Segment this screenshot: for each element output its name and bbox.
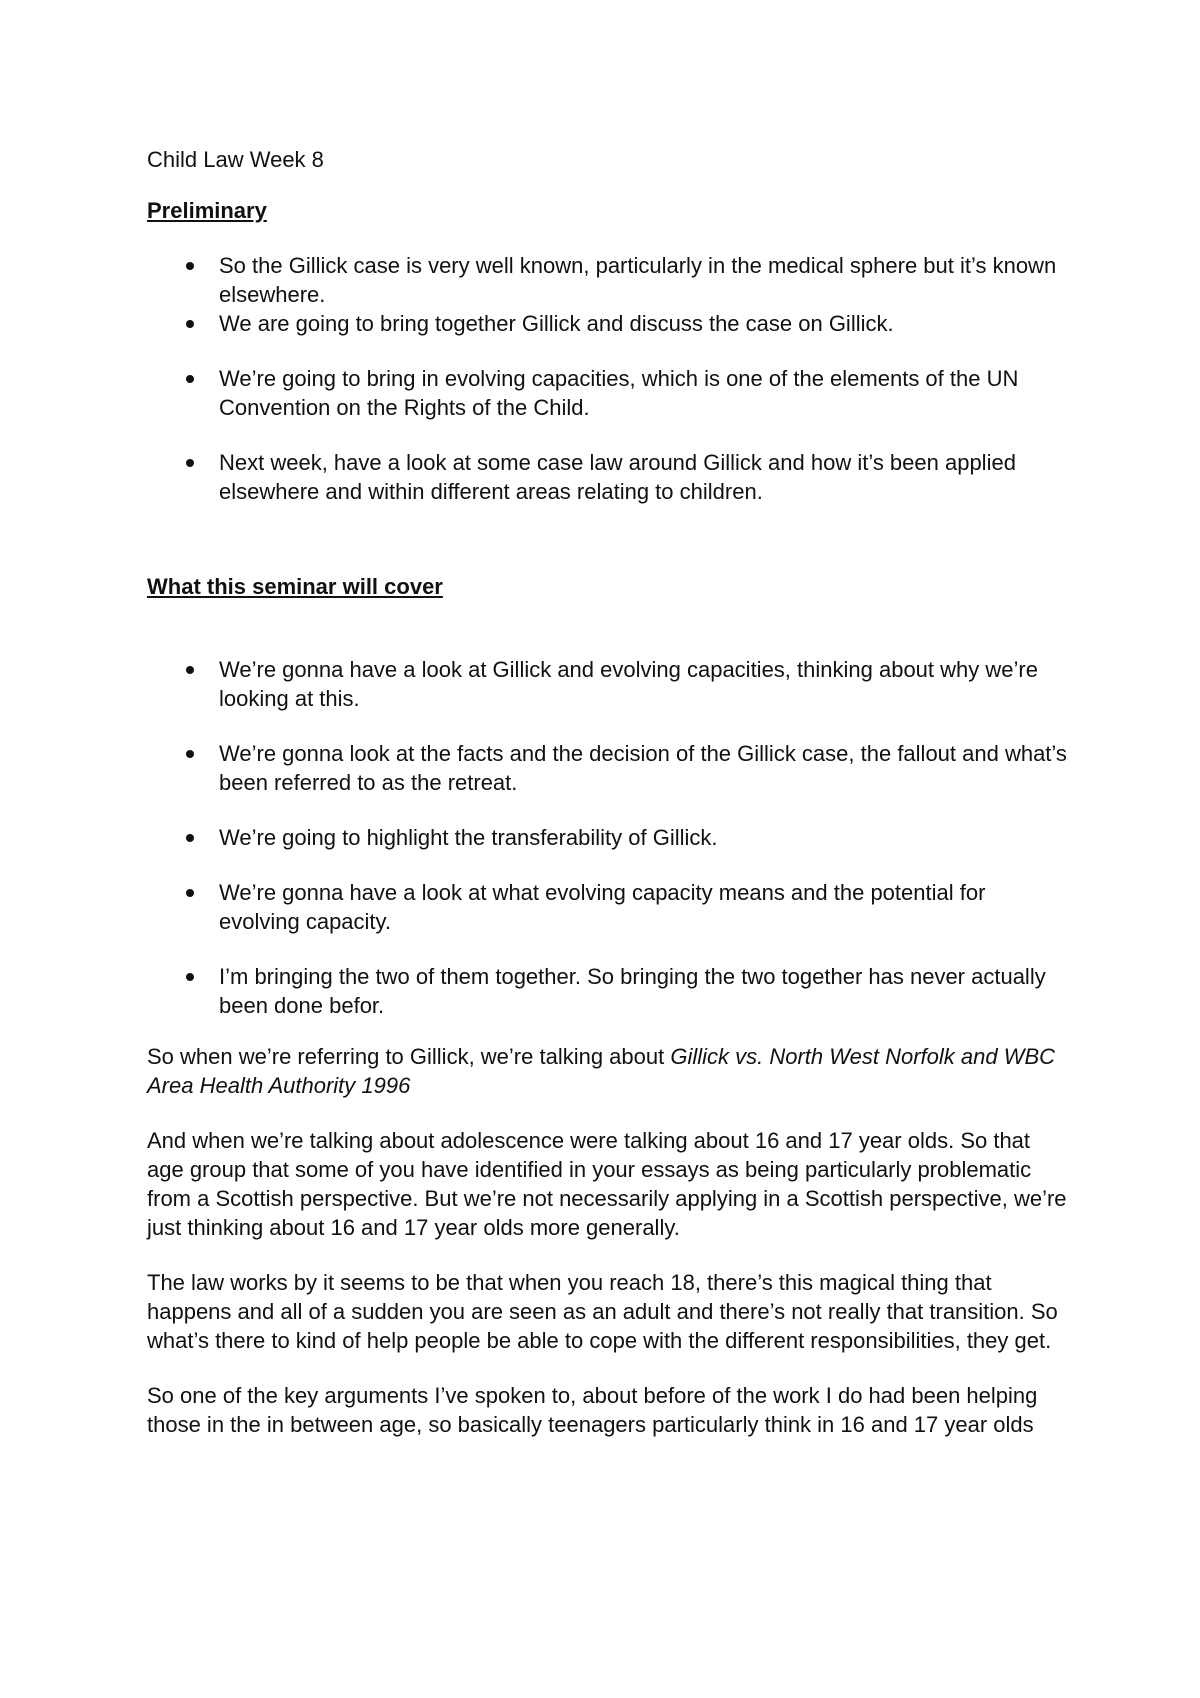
document-title: Child Law Week 8 xyxy=(147,147,324,172)
bullet-icon xyxy=(186,459,194,467)
document-body xyxy=(147,145,1067,1439)
case-reference-paragraph xyxy=(147,1042,1067,1100)
list-item-text: We are going to bring together Gillick and discuss the case on Gillick. xyxy=(219,311,894,336)
list-item xyxy=(147,823,1067,852)
list-item-text: We’re going to highlight the transferability of Gillick. xyxy=(219,825,718,850)
case-citation: Gillick vs. North West Norfolk and WBC Area Health Authority 1996 xyxy=(147,1044,1056,1098)
bullet-icon xyxy=(186,666,194,674)
list-item-text: We’re gonna have a look at what evolving capacity means and the potential for evolving capacity. xyxy=(219,880,986,934)
list-item xyxy=(147,878,1067,936)
section-heading-preliminary: Preliminary xyxy=(147,198,267,223)
list-item-text: Next week, have a look at some case law around Gillick and how it’s been applied elsewhere and within different areas relating to children. xyxy=(219,450,1016,504)
list-item-text: We’re gonna have a look at Gillick and evolving capacities, thinking about why we’re looking at this. xyxy=(219,657,1038,711)
list-item xyxy=(147,655,1067,713)
bullet-icon xyxy=(186,375,194,383)
adolescence-paragraph: And when we’re talking about adolescence were talking about 16 and 17 year olds. So that age group that some of you have identified in your essays as being particularly problematic from a Scottish perspective. But we’re not necessarily applying in a Scottish perspective, we’re just thinking about 16 and 17 year olds more generally. xyxy=(147,1128,1067,1240)
law-transition-paragraph: The law works by it seems to be that when you reach 18, there’s this magical thing that happens and all of a sudden you are seen as an adult and there’s not really that transition. So what’s there to kind of help people be able to cope with the different responsibilities, they get. xyxy=(147,1270,1058,1353)
bullet-icon xyxy=(186,320,194,328)
list-item-text: We’re gonna look at the facts and the decision of the Gillick case, the fallout and what’s been referred to as the retreat. xyxy=(219,741,1067,795)
list-item-text: So the Gillick case is very well known, particularly in the medical sphere but it’s known elsewhere. xyxy=(219,253,1057,307)
section-heading-seminar-cover: What this seminar will cover xyxy=(147,574,443,599)
case-reference-text: So when we’re referring to Gillick, we’re talking about xyxy=(147,1044,671,1069)
bullet-icon xyxy=(186,973,194,981)
list-item xyxy=(147,448,1067,506)
list-item xyxy=(147,309,1067,338)
list-item xyxy=(147,962,1067,1020)
list-item xyxy=(147,364,1067,422)
bullet-icon xyxy=(186,834,194,842)
bullet-icon xyxy=(186,889,194,897)
list-item xyxy=(147,251,1067,309)
list-item xyxy=(147,739,1067,797)
list-item-text: I’m bringing the two of them together. So bringing the two together has never actually been done befor. xyxy=(219,964,1046,1018)
seminar-bullet-list xyxy=(147,655,1067,1020)
list-item-text: We’re going to bring in evolving capacities, which is one of the elements of the UN Convention on the Rights of the Child. xyxy=(219,366,1019,420)
bullet-icon xyxy=(186,750,194,758)
key-arguments-paragraph: So one of the key arguments I’ve spoken to, about before of the work I do had been helping those in the in between age, so basically teenagers particularly think in 16 and 17 year olds xyxy=(147,1383,1038,1437)
bullet-icon xyxy=(186,262,194,270)
preliminary-bullet-list xyxy=(147,251,1067,506)
